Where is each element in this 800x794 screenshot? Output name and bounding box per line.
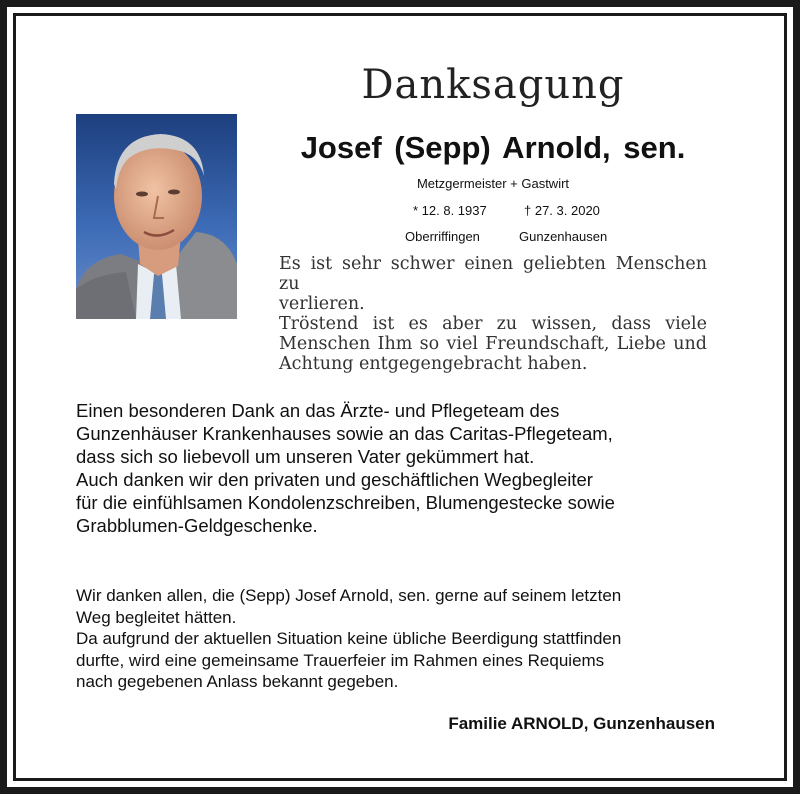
text-line: Auch danken wir den privaten und geschäftlichen Wegbegleiter [76, 469, 593, 490]
memorial-verse [279, 254, 707, 374]
text-line: nach gegebenen Anlass bekannt gegeben. [76, 672, 399, 691]
birth-date: * 12. 8. 1937 [413, 203, 487, 218]
text-line: Wir danken allen, die (Sepp) Josef Arnold, sen. gerne auf seinem letzten [76, 586, 622, 605]
verse-line: Achtung entgegengebracht haben. [279, 354, 588, 374]
text-line: für die einfühlsamen Kondolenzschreiben, Blumengestecke sowie [76, 492, 615, 513]
text-line: Gunzenhäuser Krankenhauses sowie an das Caritas-Pflegeteam, [76, 423, 613, 444]
profession: Metzgermeister + Gastwirt [416, 176, 570, 191]
text-line: Einen besonderen Dank an das Ärzte- und Pflegeteam des [76, 400, 560, 421]
portrait-photo [76, 114, 237, 319]
verse-line: verlieren. [279, 294, 365, 314]
death-date: † 27. 3. 2020 [524, 203, 600, 218]
text-line: Weg begleitet hätten. [76, 607, 237, 627]
text-line: dass sich so liebevoll um unseren Vater gekümmert hat. [76, 446, 535, 467]
text-line: Da aufgrund der aktuellen Situation keine übliche Beerdigung stattfinden [76, 629, 622, 648]
funeral-paragraph [76, 585, 736, 693]
heading: Danksagung [361, 62, 625, 108]
birth-place: Oberriffingen [405, 229, 480, 244]
text-line: durfte, wird eine gemeinsame Trauerfeier im Rahmen eines Requiems [76, 650, 605, 670]
deceased-name: Josef (Sepp) Arnold, sen. [300, 130, 686, 165]
verse-line: Tröstend ist es aber zu wissen, dass viele [279, 314, 707, 334]
text-line: Grabblumen-Geldgeschenke. [76, 515, 318, 536]
verse-line: Es ist sehr schwer einen geliebten Menschen zu [279, 254, 707, 294]
family-signature: Familie ARNOLD, Gunzenhausen [448, 714, 715, 733]
verse-line: Menschen Ihm so viel Freundschaft, Liebe und [279, 334, 707, 354]
death-place: Gunzenhausen [519, 229, 608, 244]
thanks-paragraph [76, 399, 736, 537]
